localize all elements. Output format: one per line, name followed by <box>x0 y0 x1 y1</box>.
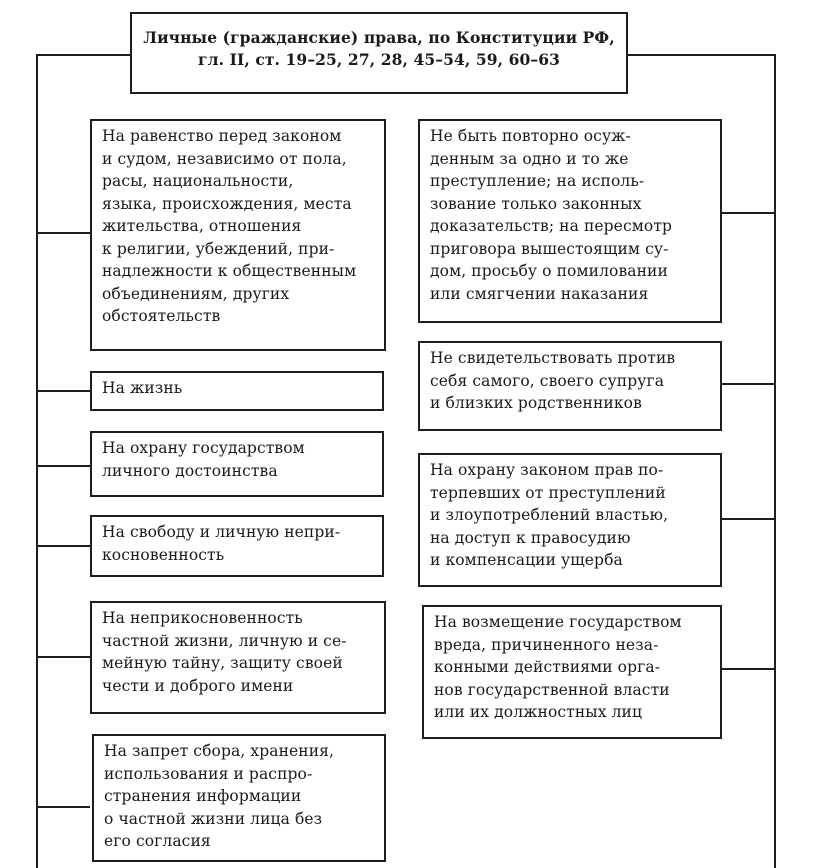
left-branch-5 <box>36 656 90 658</box>
left-branch-4 <box>36 545 90 547</box>
left-branch-2 <box>36 390 90 392</box>
right-dignity-box: На охрану государством личного достоинства <box>90 431 384 497</box>
left-branch-1 <box>36 232 90 234</box>
diagram-title: Личные (гражданские) права, по Конституции РФ, гл. II, ст. 19–25, 27, 28, 45–54, 59, 60–63 <box>130 12 628 94</box>
left-trunk-line <box>36 54 38 868</box>
right-no-double-jeopardy-box: Не быть повторно осуж- денным за одно и то же преступление; на исполь- зование только законных доказательств; на пересмотр приговора вышестоящим су- дом, просьбу о помиловании или смягчении наказания <box>418 119 722 323</box>
right-to-life-box: На жизнь <box>90 371 384 411</box>
right-victim-protection-box: На охрану законом прав по- терпевших от преступлений и злоупотреблений властью, на доступ к правосудию и компенсации ущерба <box>418 453 722 587</box>
right-branch-1 <box>722 212 776 214</box>
title-left-connector <box>36 54 132 56</box>
left-branch-3 <box>36 465 90 467</box>
right-privacy-box: На неприкосновенность частной жизни, личную и се- мейную тайну, защиту своей чести и доброго имени <box>90 601 386 714</box>
left-branch-6 <box>36 806 90 808</box>
right-branch-3 <box>722 518 776 520</box>
right-freedom-box: На свободу и личную непри- косновенность <box>90 515 384 577</box>
right-equality-box: На равенство перед законом и судом, независимо от пола, расы, национальности, языка, происхождения, места жительства, отношения к религии, убеждений, при- надлежности к общественным объединениям, других обстоятельств <box>90 119 386 351</box>
right-compensation-box: На возмещение государством вреда, причиненного неза- конными действиями орга- нов государственной власти или их должностных лиц <box>422 605 722 739</box>
title-right-connector <box>626 54 776 56</box>
right-trunk-line <box>774 54 776 868</box>
right-branch-2 <box>722 383 776 385</box>
right-information-ban-box: На запрет сбора, хранения, использования и распро- странения информации о частной жизни лица без его согласия <box>92 734 386 862</box>
right-no-self-incrimination-box: Не свидетельствовать против себя самого, своего супруга и близких родственников <box>418 341 722 431</box>
right-branch-4 <box>720 668 776 670</box>
